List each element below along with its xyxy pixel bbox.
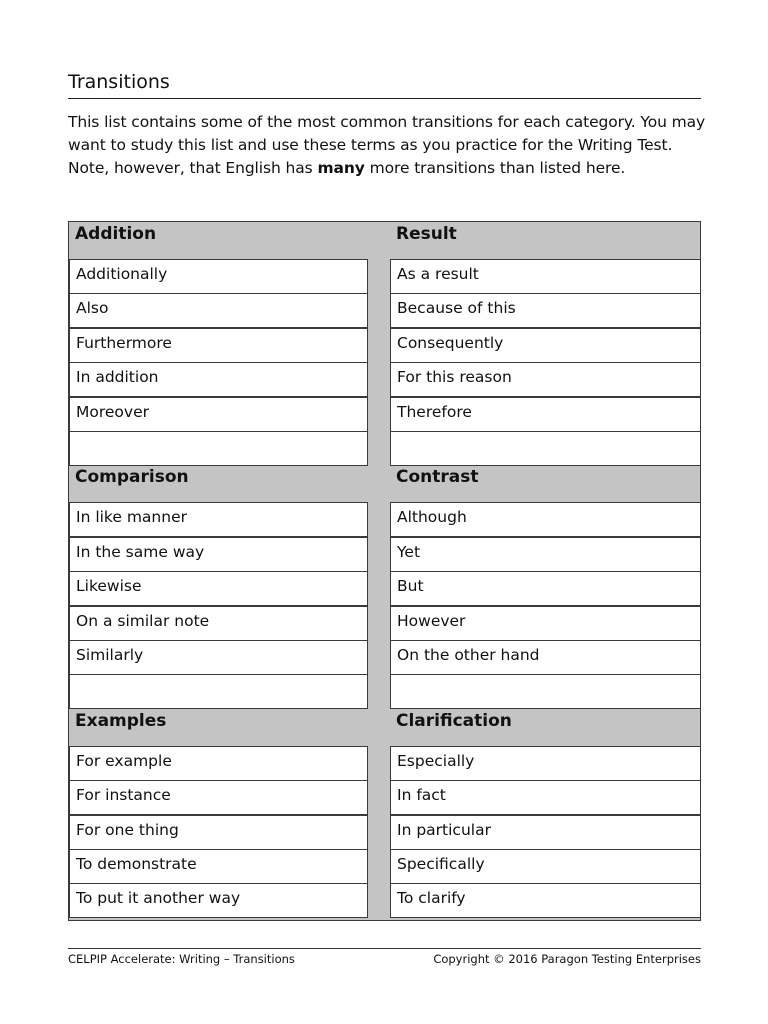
transition-item: Likewise xyxy=(69,571,368,606)
category-heading-left: Examples xyxy=(75,710,167,731)
category-heading-right: Clarification xyxy=(396,710,512,731)
intro-emphasis: many xyxy=(317,159,365,177)
transition-item: Especially xyxy=(390,746,701,781)
transition-item: Additionally xyxy=(69,259,368,294)
transition-item: For example xyxy=(69,746,368,781)
transition-item: Also xyxy=(69,293,368,328)
transition-item xyxy=(390,674,701,709)
transition-item: For one thing xyxy=(69,815,368,850)
transition-item: On a similar note xyxy=(69,606,368,641)
transition-item: Similarly xyxy=(69,640,368,675)
intro-text-end: more transitions than listed here. xyxy=(364,159,626,177)
transition-item: Therefore xyxy=(390,397,701,432)
transition-item: Because of this xyxy=(390,293,701,328)
transition-item: Specifically xyxy=(390,849,701,884)
transition-item: In the same way xyxy=(69,537,368,572)
transition-item: On the other hand xyxy=(390,640,701,675)
transition-item: Consequently xyxy=(390,328,701,363)
transition-item: Although xyxy=(390,502,701,537)
page-footer xyxy=(68,948,701,966)
transition-item: However xyxy=(390,606,701,641)
category-heading-left: Comparison xyxy=(75,467,189,488)
transition-item: To demonstrate xyxy=(69,849,368,884)
transition-item xyxy=(390,431,701,466)
transition-item: To clarify xyxy=(390,883,701,918)
transition-item: In like manner xyxy=(69,502,368,537)
intro-paragraph xyxy=(68,111,708,180)
transition-item: As a result xyxy=(390,259,701,294)
page-title: Transitions xyxy=(68,70,701,99)
transition-item: For instance xyxy=(69,780,368,815)
transitions-table xyxy=(68,221,701,921)
intro-text: This list contains some of the most common transitions for each category. You may want to study this list and use these terms as you practice for the Writing Test. Note, however, that English has xyxy=(68,113,706,177)
transition-item: To put it another way xyxy=(69,883,368,918)
transition-item: In fact xyxy=(390,780,701,815)
transition-item: For this reason xyxy=(390,362,701,397)
category-heading-right: Result xyxy=(396,224,457,244)
transition-item xyxy=(69,431,368,466)
footer-document-title: CELPIP Accelerate: Writing – Transitions xyxy=(68,952,295,966)
transition-item: Yet xyxy=(390,537,701,572)
category-heading-right: Contrast xyxy=(396,467,479,488)
transition-item: But xyxy=(390,571,701,606)
category-heading-left: Addition xyxy=(75,224,157,244)
transition-item xyxy=(69,674,368,709)
transition-item: Furthermore xyxy=(69,328,368,363)
footer-copyright: Copyright © 2016 Paragon Testing Enterprises xyxy=(433,952,701,966)
transition-item: Moreover xyxy=(69,397,368,432)
transition-item: In particular xyxy=(390,815,701,850)
transition-item: In addition xyxy=(69,362,368,397)
